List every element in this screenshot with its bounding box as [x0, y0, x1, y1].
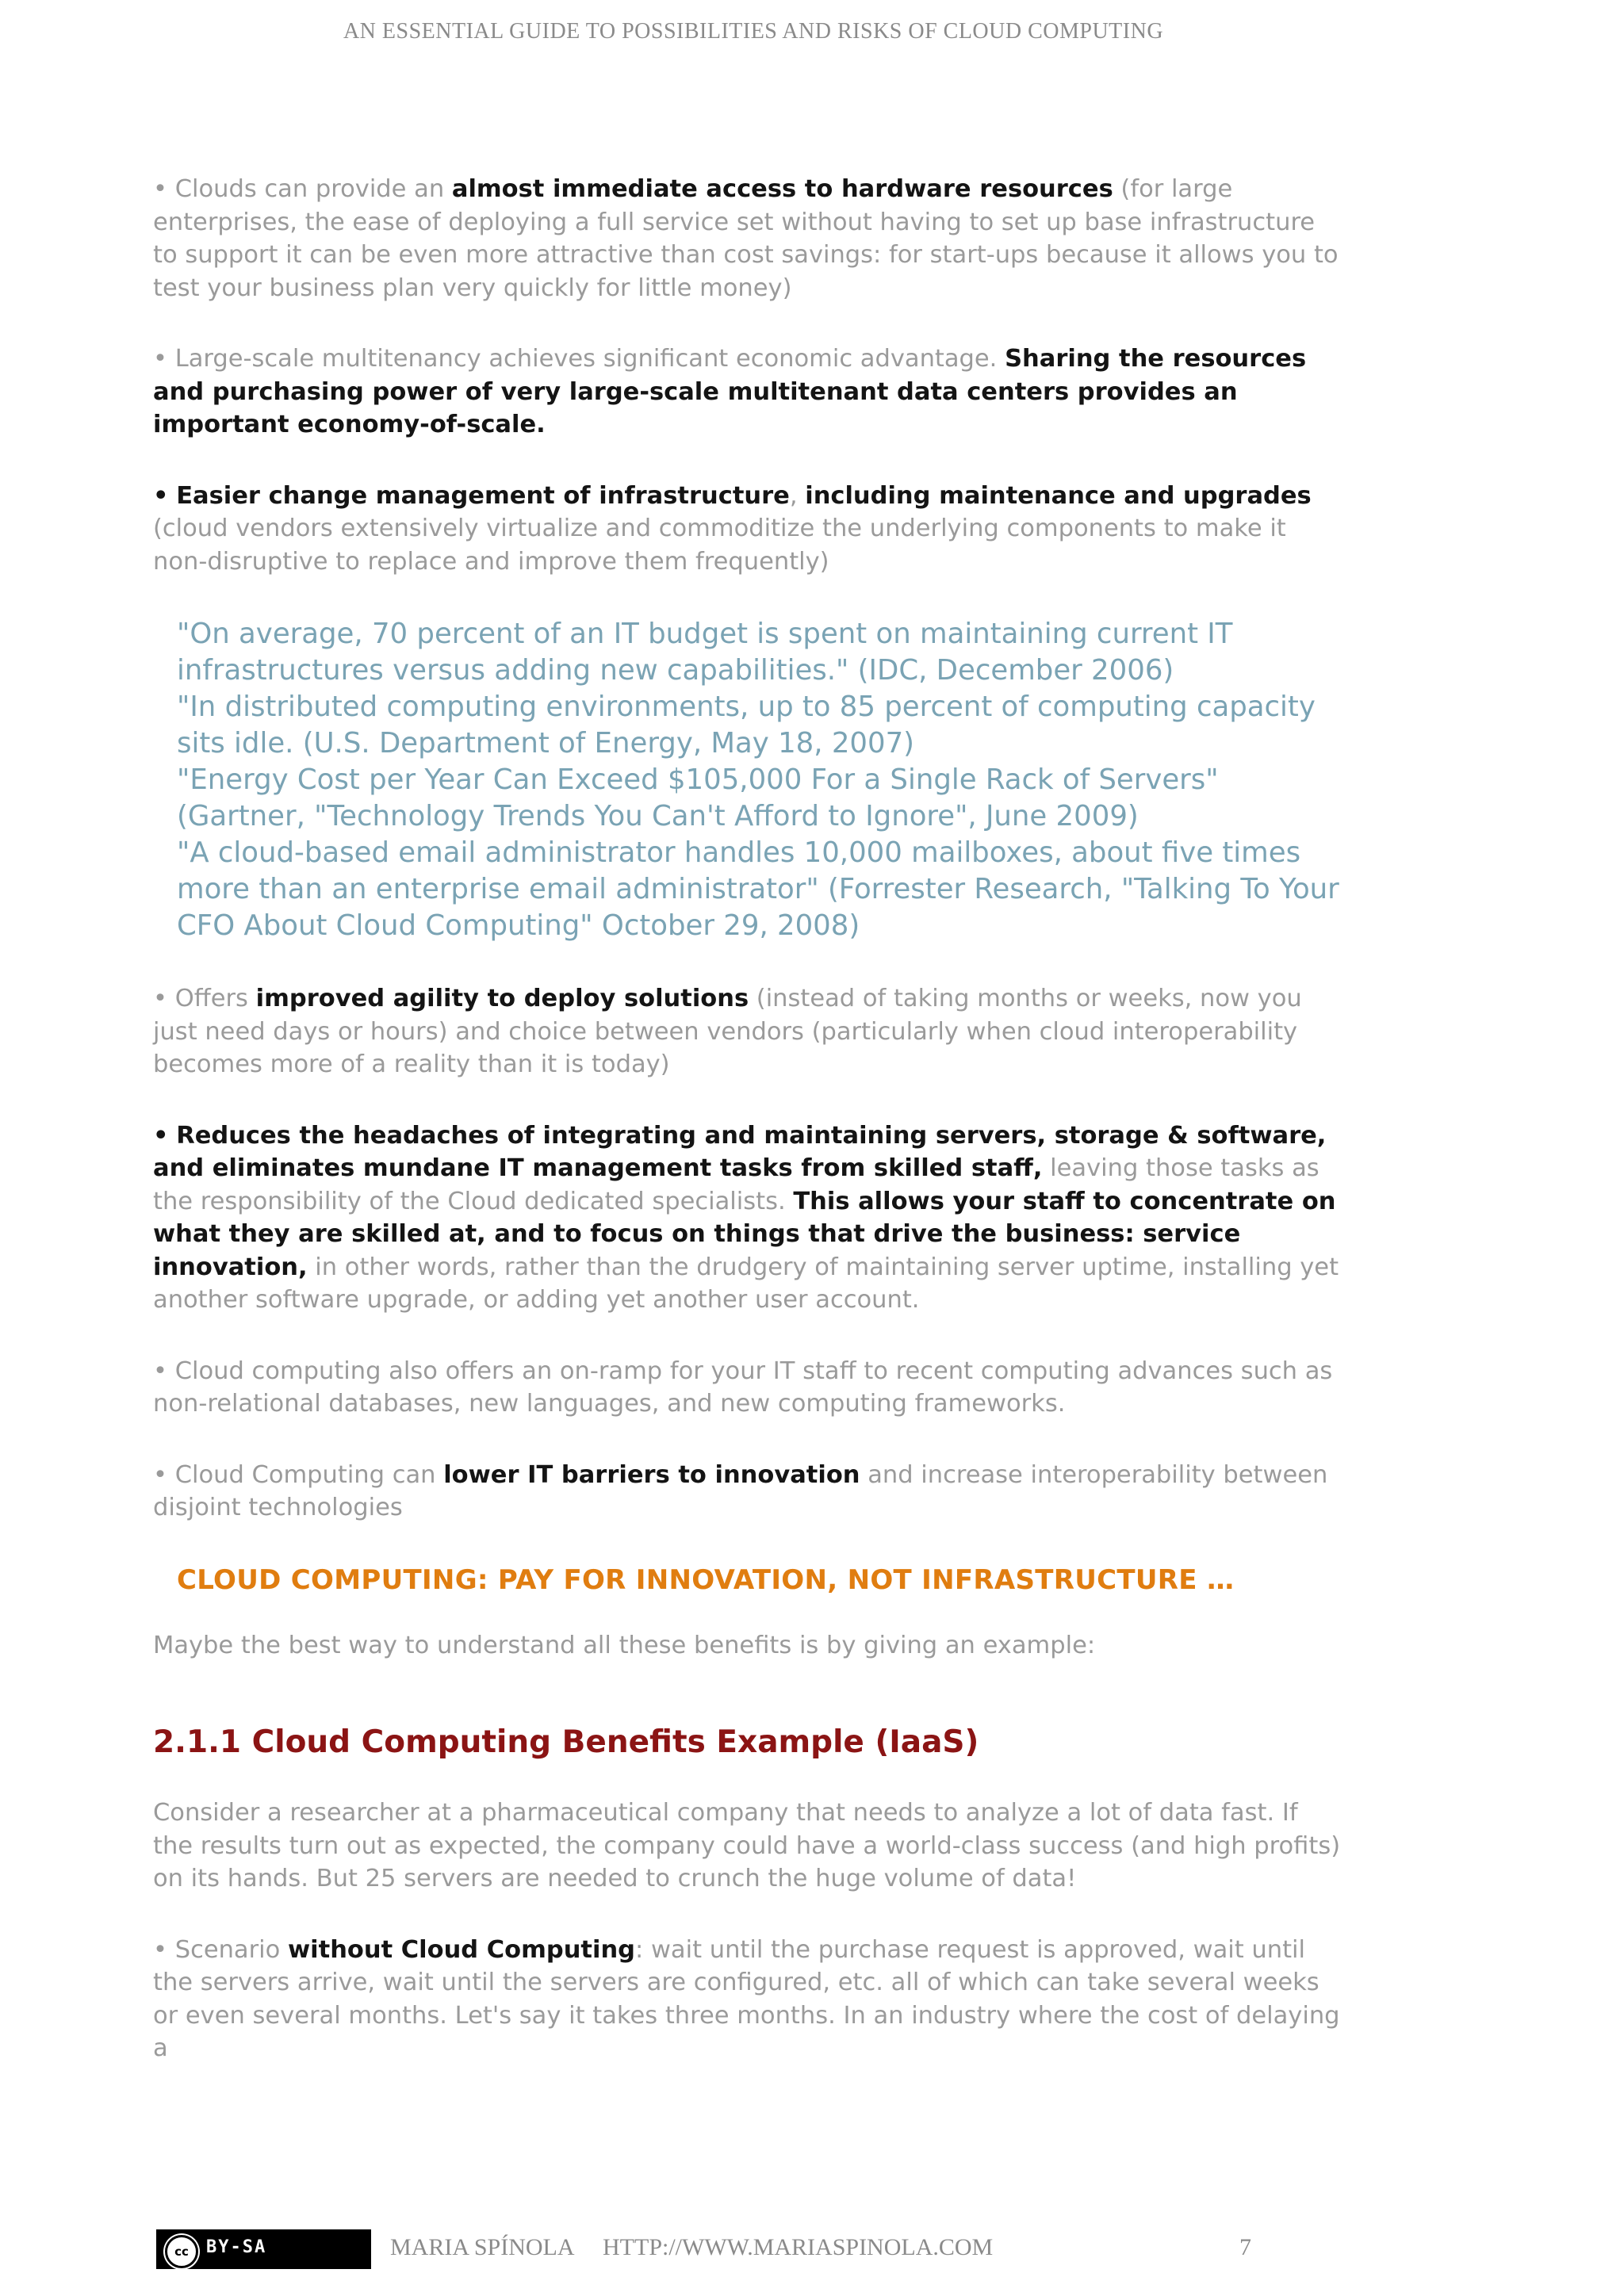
license-label: BY-SA — [206, 2237, 267, 2257]
page-footer — [156, 2229, 1457, 2271]
bullet-marker: • — [153, 1935, 167, 1964]
bullet-marker: • — [153, 1121, 169, 1150]
bullet-marker: • — [153, 1357, 167, 1385]
quote-block — [177, 616, 1342, 944]
cc-icon: cc — [165, 2235, 198, 2268]
bullet-marker: • — [153, 1460, 167, 1489]
intro-paragraph: Maybe the best way to understand all these benefits is by giving an example: — [153, 1631, 1096, 1659]
section-heading: 2.1.1 Cloud Computing Benefits Example (IaaS) — [153, 1724, 979, 1760]
bullet-hardware-access: • Clouds can provide an almost immediate access to hardware resources (for large enterprises, the ease of deploying a full service set without having to set up base infrastructure to support it can be even more attractive than cost savings: for start-ups because it allows you to test your business plan very quickly for little money) — [153, 175, 1339, 302]
bullet-reduces-headaches: • Reduces the headaches of integrating and maintaining servers, storage & software, and eliminates mundane IT management tasks from skilled staff, leaving those tasks as the responsibility of the Cloud dedicated specialists. This allows your staff to concentrate on what they are skilled at, and to focus on things that drive the business: service innovation, in other words, rather than the drudgery of maintaining server uptime, installing yet another software upgrade, or adding yet another user account. — [153, 1121, 1339, 1314]
bullet-marker: • — [153, 175, 167, 203]
bullet-marker: • — [153, 985, 167, 1012]
bullet-scenario-without-cloud: • Scenario without Cloud Computing: wait until the purchase request is approved, wait until the servers arrive, wait until the servers are configured, etc. all of which can take several weeks or even several months. Let's say it takes three months. In an industry where the cost of delaying a — [153, 1935, 1340, 2062]
author-name: MARIA SPÍNOLA — [390, 2234, 575, 2260]
bullet-marker: • — [153, 345, 167, 373]
bullet-multitenancy: • Large-scale multitenancy achieves significant economic advantage. Sharing the resources and purchasing power of very large-scale multitenant data centers provides an important economy-of-scale. — [153, 345, 1307, 438]
bullet-agility: • Offers improved agility to deploy solutions (instead of taking months or weeks, now you just need days or hours) and choice between vendors (particularly when cloud interoperability becomes more of a reality than it is today) — [153, 985, 1302, 1078]
author-website: HTTP://WWW.MARIASPINOLA.COM — [603, 2234, 994, 2260]
bullet-lower-barriers: • Cloud Computing can lower IT barriers to innovation and increase interoperability between disjoint technologies — [153, 1460, 1328, 1521]
callout-banner: CLOUD COMPUTING: PAY FOR INNOVATION, NOT INFRASTRUCTURE … — [177, 1563, 1235, 1596]
running-header: AN ESSENTIAL GUIDE TO POSSIBILITIES AND RISKS OF CLOUD COMPUTING — [343, 19, 1164, 44]
quote-doe: "In distributed computing environments, up to 85 percent of computing capacity sits idle. (U.S. Department of Energy, May 18, 2007) — [177, 691, 1316, 760]
researcher-paragraph: Consider a researcher at a pharmaceutical company that needs to analyze a lot of data fast. If the results turn out as expected, the company could have a world-class success (and high profits) on its hands. But 25 servers are needed to crunch the huge volume of data! — [153, 1799, 1341, 1892]
bullet-change-management: • Easier change management of infrastructure, including maintenance and upgrades (cloud vendors extensively virtualize and commoditize the underlying components to make it non-disruptive to replace and improve them frequently) — [153, 481, 1312, 576]
page-body — [153, 173, 1342, 2065]
bullet-marker: • — [153, 481, 169, 510]
page-number: 7 — [1239, 2234, 1251, 2260]
quote-forrester: "A cloud-based email administrator handles 10,000 mailboxes, about five times more than an enterprise email administrator" (Forrester Research, "Talking To Your CFO About Cloud Computing" October 29, 2008) — [177, 836, 1339, 942]
quote-gartner: "Energy Cost per Year Can Exceed $105,000 For a Single Rack of Servers" (Gartner, "Technology Trends You Can't Afford to Ignore", June 2009) — [177, 763, 1219, 832]
bullet-on-ramp: • Cloud computing also offers an on-ramp for your IT staff to recent computing advances such as non-relational databases, new languages, and new computing frameworks. — [153, 1357, 1333, 1418]
quote-idc: "On average, 70 percent of an IT budget is spent on maintaining current IT infrastructures versus adding new capabilities." (IDC, December 2006) — [177, 618, 1233, 687]
cc-license-badge — [156, 2229, 371, 2269]
